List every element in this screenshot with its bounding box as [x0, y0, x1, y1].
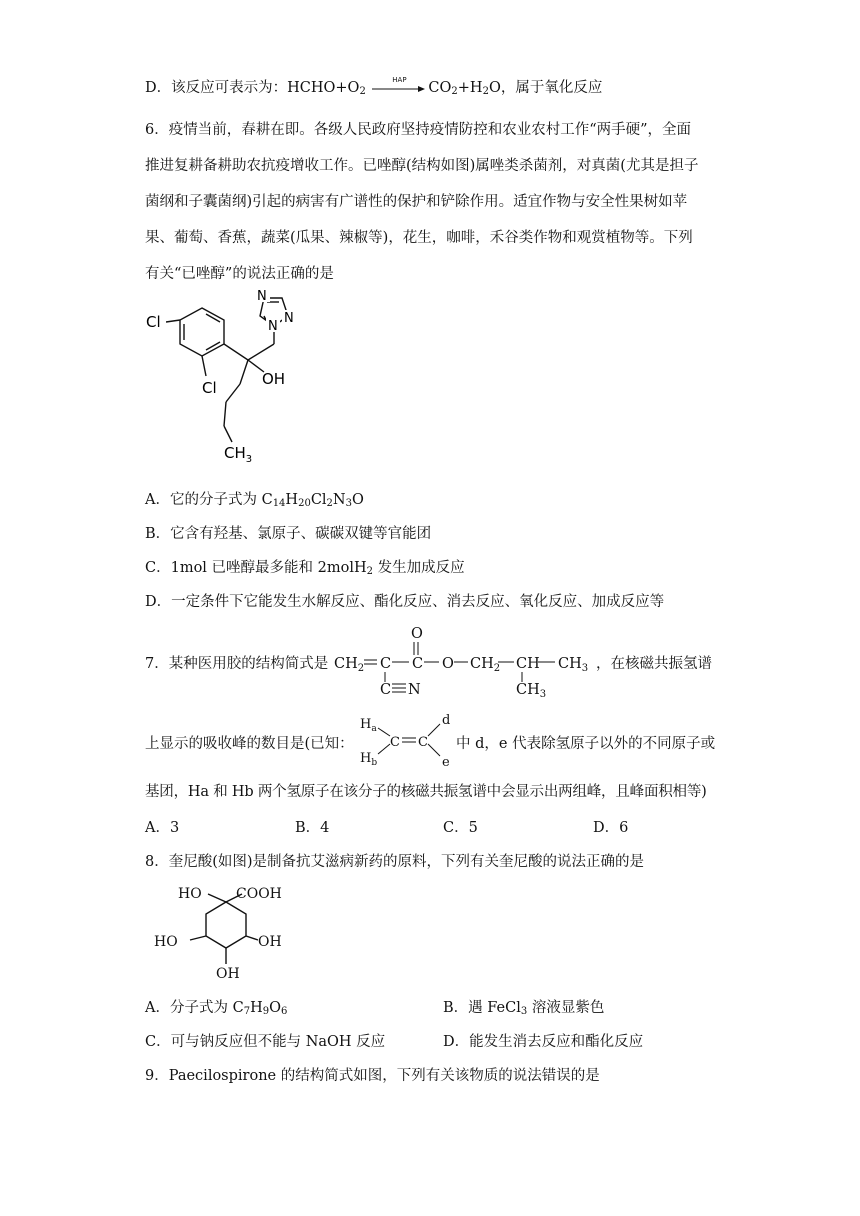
- ch3-label: $CH_3$: [224, 444, 253, 465]
- q7-line2-post: 中 d，e 代表除氢原子以外的不同原子或: [456, 736, 716, 752]
- q6-option-d: D．一定条件下它能发生水解反应、酯化反应、消去反应、氧化反应、加成反应等: [145, 594, 665, 610]
- q8-option-d: D．能发生消去反应和酯化反应: [443, 1034, 644, 1050]
- subscript: 2: [359, 86, 366, 97]
- q7-line2-pre: 上显示的吸收峰的数目是(已知：: [145, 736, 354, 752]
- cooh-label: COOH: [236, 886, 282, 902]
- q8-option-a: A．分子式为 $C_7H_9O_6$: [145, 1000, 288, 1017]
- q7-option-c: C．5: [443, 820, 478, 836]
- n-label-1: N: [257, 289, 267, 304]
- reaction-arrow: [370, 76, 428, 96]
- formula-ch2b: $CH_2$: [470, 656, 501, 674]
- oh-bottom-label: OH: [216, 966, 240, 982]
- co2-text: CO: [428, 80, 452, 96]
- q6-stem-line-5: 有关“已唑醇”的说法正确的是: [145, 266, 334, 282]
- formula-cn-c: C: [380, 682, 392, 698]
- quinic-acid-structure: [150, 880, 290, 986]
- formula-ch2: $CH_2$: [334, 656, 365, 674]
- alkene-c2: C: [418, 735, 428, 750]
- q7-option-a: A．3: [145, 820, 180, 836]
- q6-option-b: B．它含有羟基、氯原子、碳碳双键等官能团: [145, 526, 432, 542]
- n-label-3: N: [268, 319, 278, 334]
- formula-ch: CH: [516, 656, 540, 672]
- q7-stem-post: ，在核磁共振氢谱: [596, 656, 712, 672]
- q7-option-b: B．4: [295, 820, 330, 836]
- medical-glue-formula: [334, 622, 594, 702]
- hexaconazole-structure: [140, 280, 320, 470]
- q6-option-a: A．它的分子式为 $C_{14}H_{20}Cl_2N_3O$: [145, 492, 364, 509]
- q5-option-d: [145, 78, 602, 102]
- ho-left-label: HO: [154, 934, 178, 950]
- alkene-known-structure: [358, 712, 458, 772]
- q7-option-d: D．6: [593, 820, 629, 836]
- q6-option-c: C．1mol 已唑醇最多能和 2molH$_2$ 发生加成反应: [145, 560, 465, 577]
- formula-ch3: $CH_3$: [558, 656, 589, 674]
- alkene-hb: $H_b$: [360, 751, 378, 768]
- ho-top-label: HO: [178, 886, 202, 902]
- q6-stem-line-1: 6．疫情当前，春耕在即。各级人民政府坚持疫情防控和农业农村工作“两手硬”，全面: [145, 122, 692, 138]
- q8-option-b: B．遇 FeCl$_3$ 溶液显紫色: [443, 1000, 605, 1017]
- formula-o-mid: O: [442, 656, 454, 672]
- formula-cn-n: N: [408, 682, 421, 698]
- cl-label-1: Cl: [146, 313, 161, 331]
- arrow-catalyst-label: HAP: [392, 76, 407, 84]
- n-label-2: N: [284, 311, 294, 326]
- q5-optd-text: D．该反应可表示为：HCHO+O: [145, 80, 360, 96]
- cl-label-2: Cl: [202, 379, 217, 397]
- alkene-d: d: [442, 713, 451, 728]
- subscript: 2: [451, 86, 458, 97]
- q7-line3: 基团，Ha 和 Hb 两个氢原子在该分子的核磁共振氢谱中会显示出两组峰，且峰面积相等): [145, 784, 707, 800]
- q6-stem-line-4: 果、葡萄、香蕉，蔬菜(瓜果、辣椒等)，花生，咖啡，禾谷类作物和观赏植物等。下列: [145, 230, 693, 246]
- q8-stem: 8．奎尼酸(如图)是制备抗艾滋病新药的原料，下列有关奎尼酸的说法正确的是: [145, 854, 645, 870]
- q5-optd-post: ，属于氧化反应: [500, 80, 603, 96]
- h2o-text: +H: [457, 80, 483, 96]
- alkene-c1: C: [390, 735, 400, 750]
- q6-stem-line-3: 菌纲和子囊菌纲)引起的病害有广谱性的保护和铲除作用。适宜作物与安全性果树如苹: [145, 194, 688, 210]
- oh-right-label: OH: [258, 934, 282, 950]
- subscript: 2: [482, 86, 489, 97]
- oh-label: OH: [262, 370, 286, 388]
- q9-stem: 9．Paecilospirone 的结构简式如图，下列有关该物质的说法错误的是: [145, 1068, 600, 1084]
- formula-ch3b: $CH_3$: [516, 682, 547, 700]
- q7-stem-pre: 7．某种医用胶的结构简式是: [145, 656, 329, 672]
- alkene-ha: $H_a$: [360, 717, 377, 734]
- h2o-o: O: [488, 80, 501, 96]
- q8-option-c: C．可与钠反应但不能与 NaOH 反应: [145, 1034, 386, 1050]
- q6-stem-line-2: 推进复耕备耕助农抗疫增收工作。已唑醇(结构如图)属唑类杀菌剂，对真菌(尤其是担子: [145, 158, 699, 174]
- arrow-icon: [370, 80, 428, 96]
- formula-c1: C: [380, 656, 392, 672]
- formula-o-top: O: [411, 626, 423, 642]
- formula-c2: C: [412, 656, 424, 672]
- alkene-e: e: [442, 755, 450, 770]
